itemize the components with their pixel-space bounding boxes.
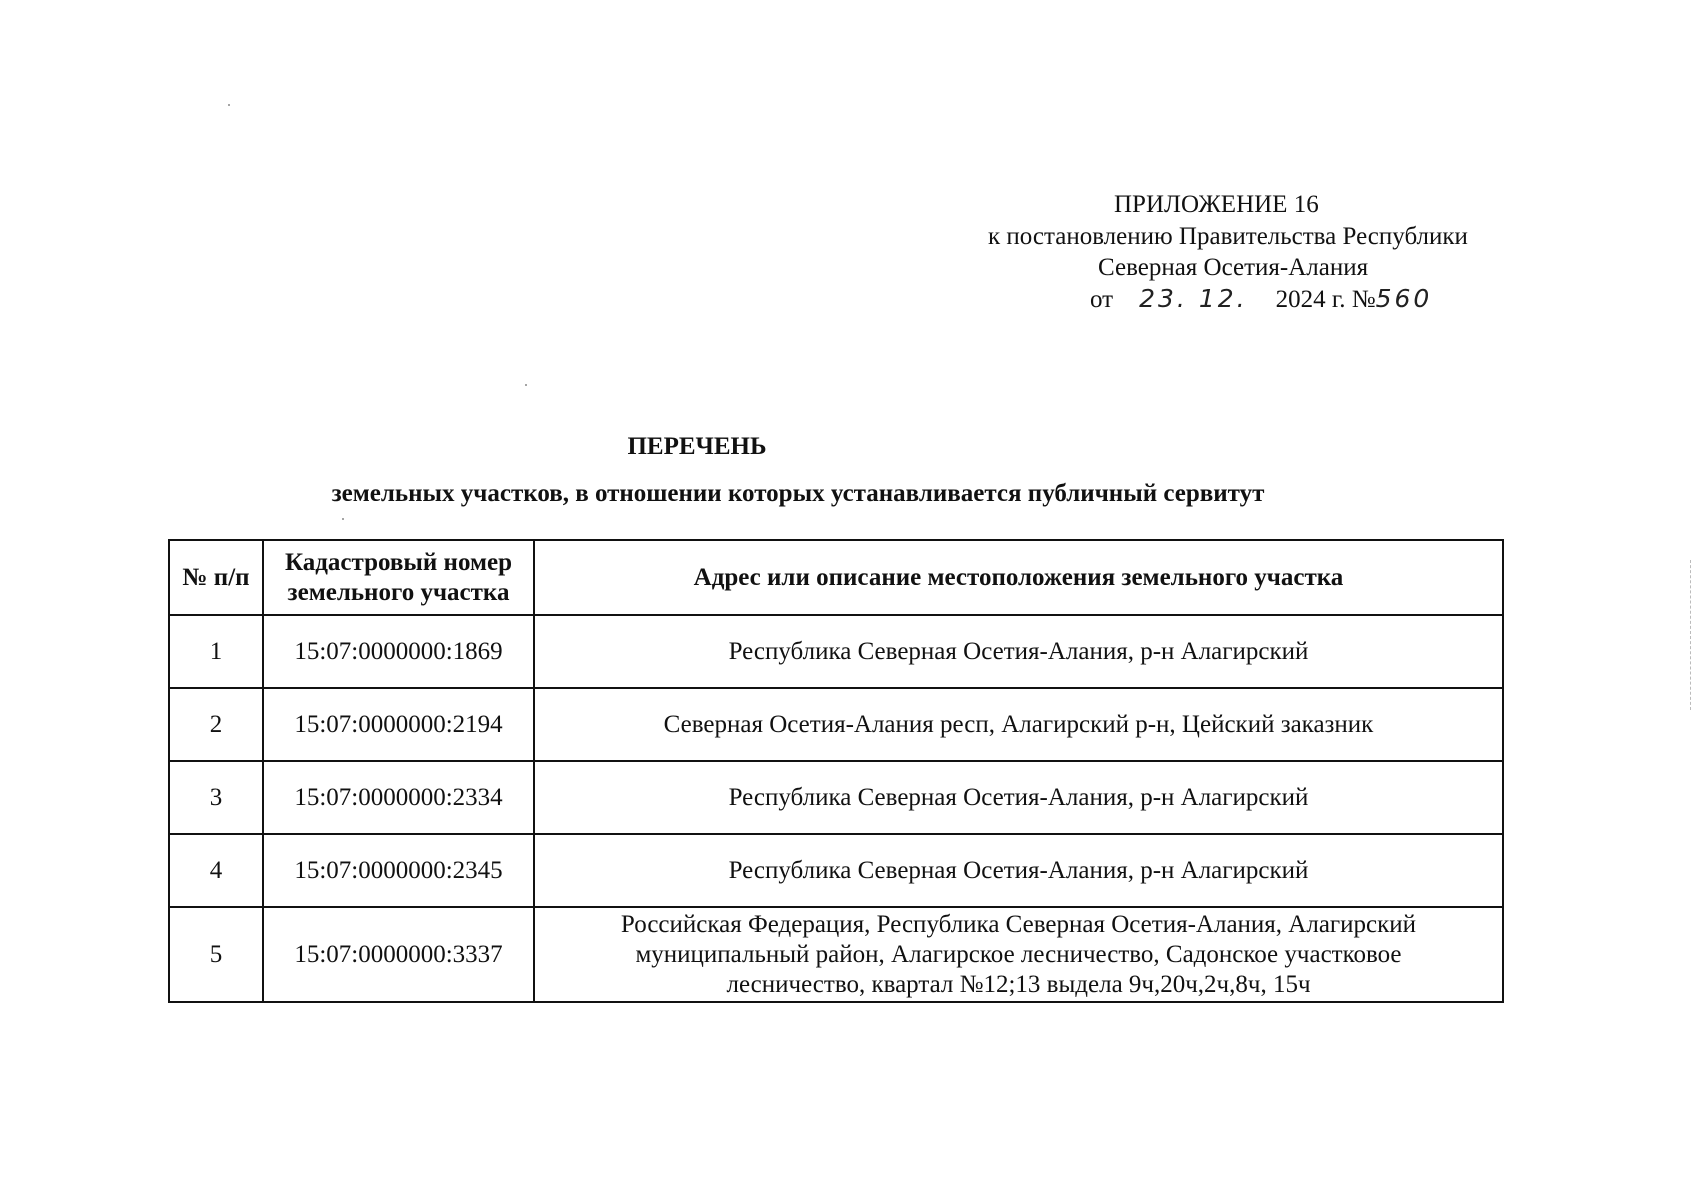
year-and-number-label: 2024 г. № [1275, 286, 1376, 313]
resolution-date-line [1090, 284, 1432, 315]
table-row [169, 688, 1503, 761]
table-row [169, 615, 1503, 688]
row-number: 1 [169, 615, 263, 688]
republic-name: Северная Осетия-Алания [1098, 254, 1369, 281]
handwritten-number: 560 [1375, 284, 1433, 313]
address-line: муниципальный район, Алагирское лесничество, Садонское участковое [635, 940, 1402, 968]
table-row [169, 834, 1503, 907]
scan-speck [525, 384, 527, 386]
plot-address: Республика Северная Осетия-Алания, р-н Алагирский [534, 615, 1503, 688]
appendix-header [0, 0, 1698, 320]
appendix-title: ПРИЛОЖЕНИЕ 16 [1114, 191, 1319, 218]
cadastral-number: 15:07:0000000:2334 [263, 761, 534, 834]
row-number: 5 [169, 907, 263, 1002]
cadastral-number: 15:07:0000000:3337 [263, 907, 534, 1002]
land-plots-table [168, 539, 1504, 1003]
table-row [169, 761, 1503, 834]
table-header-row [169, 540, 1503, 615]
header-number: № п/п [169, 540, 263, 615]
plot-address: Северная Осетия-Алания респ, Алагирский р-н, Цейский заказник [534, 688, 1503, 761]
document-subtitle: земельных участков, в отношении которых устанавливается публичный сервитут [331, 480, 1265, 507]
cadastral-number: 15:07:0000000:2345 [263, 834, 534, 907]
row-number: 4 [169, 834, 263, 907]
row-number: 2 [169, 688, 263, 761]
address-line: лесничество, квартал №12;13 выдела 9ч,20ч,2ч,8ч, 15ч [726, 970, 1311, 998]
resolution-reference: к постановлению Правительства Республики [988, 223, 1468, 250]
cadastral-number: 15:07:0000000:2194 [263, 688, 534, 761]
table-row [169, 907, 1503, 1002]
plot-address: Республика Северная Осетия-Алания, р-н Алагирский [534, 761, 1503, 834]
scan-edge-mark [1690, 560, 1692, 710]
document-title: ПЕРЕЧЕНЬ [627, 433, 767, 460]
plot-address [534, 907, 1503, 1002]
header-cadastral-number: Кадастровый номер земельного участка [263, 540, 534, 615]
address-line: Российская Федерация, Республика Северная Осетия-Алания, Алагирский [620, 910, 1417, 938]
scan-speck [228, 104, 230, 106]
date-prefix: от [1090, 286, 1114, 313]
row-number: 3 [169, 761, 263, 834]
header-address: Адрес или описание местоположения земельного участка [534, 540, 1503, 615]
scan-speck [342, 518, 344, 520]
cadastral-number: 15:07:0000000:1869 [263, 615, 534, 688]
handwritten-date: 23. 12. [1139, 284, 1248, 313]
plot-address: Республика Северная Осетия-Алания, р-н Алагирский [534, 834, 1503, 907]
